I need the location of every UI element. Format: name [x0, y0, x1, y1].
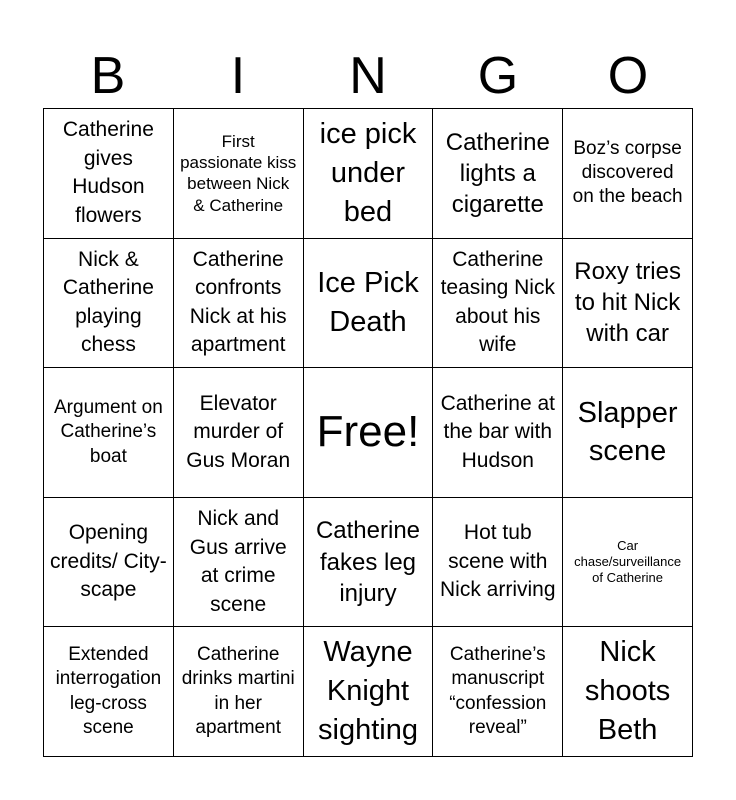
cell-text: Argument on Catherine’s boat	[54, 397, 163, 467]
cell-text: Boz’s corpse discovered on the beach	[572, 137, 683, 208]
bingo-cell-r2c4[interactable]	[433, 239, 563, 369]
free-space-text: Free!	[316, 407, 420, 457]
bingo-cell-r1c4[interactable]	[433, 109, 563, 239]
cell-text: Opening credits/ City-scape	[50, 521, 167, 602]
bingo-cell-r1c1[interactable]	[44, 109, 174, 239]
bingo-cell-r4c5[interactable]	[563, 498, 693, 628]
bingo-board	[43, 108, 693, 757]
header-letter-o: O	[607, 47, 649, 105]
bingo-cell-r1c3[interactable]	[304, 109, 434, 239]
header-letter-b: B	[90, 47, 126, 105]
bingo-cell-r5c1[interactable]	[44, 627, 174, 757]
header-letter-n: N	[349, 47, 387, 105]
cell-text: First passionate kiss between Nick & Catherine	[180, 131, 297, 215]
cell-text: Catherine lights a cigarette	[445, 128, 550, 218]
cell-text: Nick and Gus arrive at crime scene	[189, 507, 287, 616]
bingo-cell-r1c5[interactable]	[563, 109, 693, 239]
bingo-cell-r3c5[interactable]	[563, 368, 693, 498]
cell-text: Roxy tries to hit Nick with car	[574, 258, 681, 348]
cell-text: Catherine at the bar with Hudson	[440, 391, 555, 472]
header-letter-g: G	[477, 47, 519, 105]
cell-text: Catherine fakes leg injury	[315, 517, 421, 607]
bingo-cell-r2c5[interactable]	[563, 239, 693, 369]
bingo-cell-r2c3[interactable]	[304, 239, 434, 369]
cell-text: ice pick under bed	[319, 118, 417, 228]
bingo-cell-r4c4[interactable]	[433, 498, 563, 628]
cell-text: Wayne Knight sighting	[318, 636, 418, 747]
cell-text: Hot tub scene with Nick arriving	[440, 521, 556, 602]
bingo-cell-r3c1[interactable]	[44, 368, 174, 498]
bingo-cell-r5c3[interactable]	[304, 627, 434, 757]
bingo-cell-free[interactable]	[304, 368, 434, 498]
cell-text: Elevator murder of Gus Moran	[186, 391, 291, 472]
cell-text: Car chase/surveillance of Catherine	[574, 537, 682, 586]
bingo-cell-r5c4[interactable]	[433, 627, 563, 757]
cell-text: Ice Pick Death	[317, 267, 419, 338]
cell-text: Nick & Catherine playing chess	[62, 247, 154, 357]
cell-text: Catherine drinks martini in her apartment	[181, 644, 295, 738]
cell-text: Catherine gives Hudson flowers	[62, 118, 154, 227]
cell-text: Nick shoots Beth	[584, 636, 671, 747]
cell-text: Slapper scene	[577, 396, 678, 468]
bingo-cell-r4c1[interactable]	[44, 498, 174, 628]
header-letter-i: I	[230, 47, 246, 105]
bingo-cell-r3c4[interactable]	[433, 368, 563, 498]
bingo-cell-r4c2[interactable]	[174, 498, 304, 628]
bingo-cell-r2c1[interactable]	[44, 239, 174, 369]
bingo-cell-r1c2[interactable]	[174, 109, 304, 239]
bingo-cell-r3c2[interactable]	[174, 368, 304, 498]
cell-text: Extended interrogation leg-cross scene	[55, 644, 162, 738]
bingo-cell-r5c5[interactable]	[563, 627, 693, 757]
bingo-cell-r4c3[interactable]	[304, 498, 434, 628]
cell-text: Catherine confronts Nick at his apartment	[189, 247, 287, 357]
bingo-header	[43, 44, 693, 108]
cell-text: Catherine’s manuscript “confession reveal”	[449, 644, 547, 738]
bingo-cell-r5c2[interactable]	[174, 627, 304, 757]
bingo-cell-r2c2[interactable]	[174, 239, 304, 369]
cell-text: Catherine teasing Nick about his wife	[440, 247, 555, 357]
